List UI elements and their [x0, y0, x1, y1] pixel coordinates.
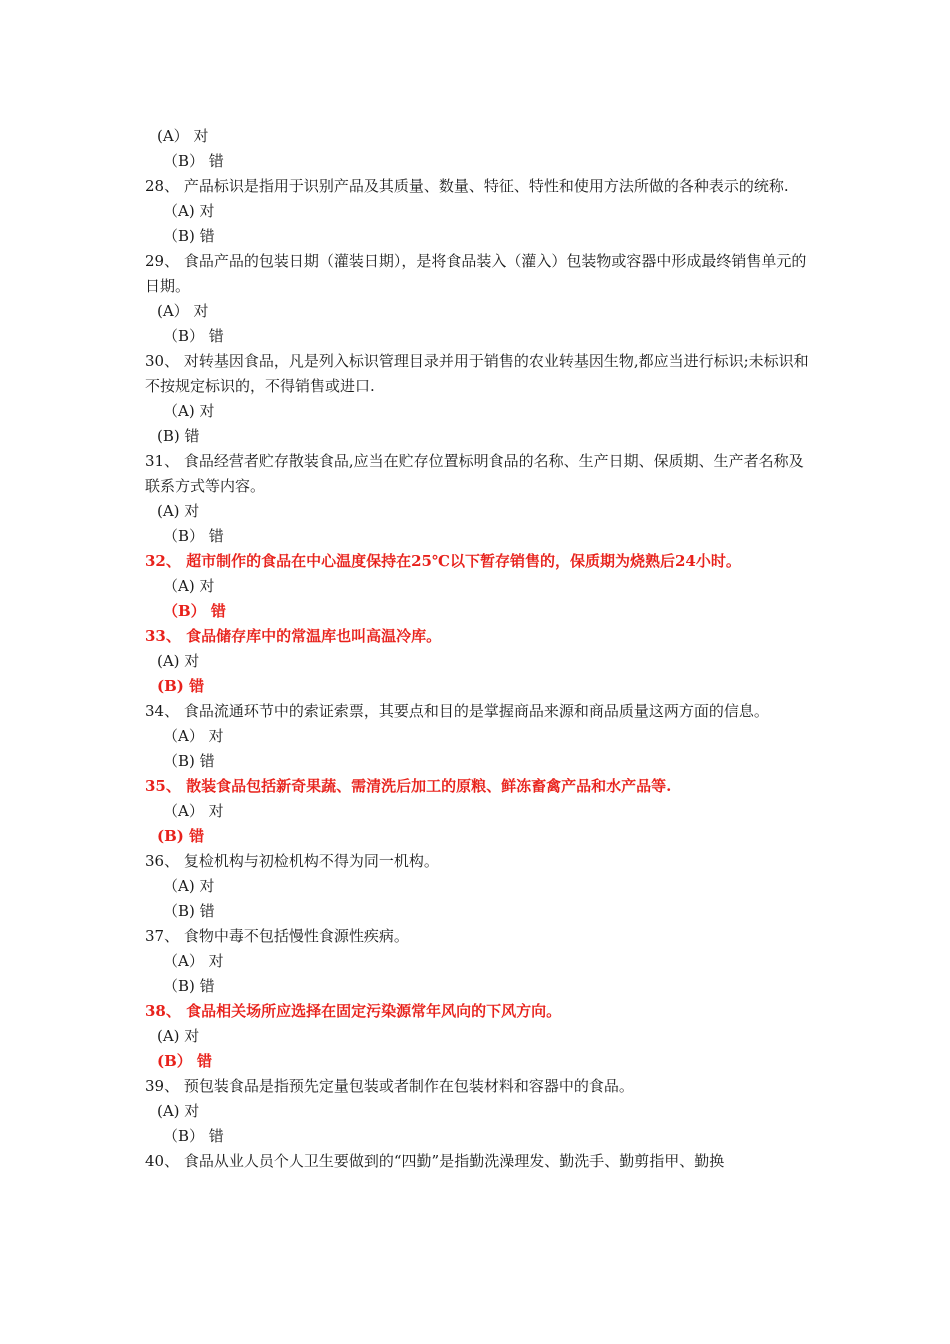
answer-option: (B) 错: [157, 427, 200, 445]
answer-option: （B) 错: [163, 902, 215, 920]
answer-option: （A) 对: [163, 402, 215, 420]
answer-option: （B) 错: [163, 752, 215, 770]
answer-option: （B） 错: [163, 327, 224, 345]
question-text: 30、 对转基因食品，凡是列入标识管理目录并用于销售的农业转基因生物,都应当进行标识;未标识和不按规定标识的，不得销售或进口.: [145, 352, 809, 395]
question-text: 37、 食物中毒不包括慢性食源性疾病。: [145, 927, 409, 945]
answer-option: （A) 对: [163, 577, 215, 595]
answer-option: (A） 对: [157, 302, 209, 320]
document-page: [145, 124, 817, 1174]
answer-option: （A) 对: [163, 202, 215, 220]
answer-option: (A) 对: [157, 1102, 200, 1120]
answer-option: (B) 错: [157, 677, 205, 695]
question-text: 28、 产品标识是指用于识别产品及其质量、数量、特征、特性和使用方法所做的各种表示的统称.: [145, 177, 789, 195]
question-text: 32、 超市制作的食品在中心温度保持在25℃以下暂存销售的，保质期为烧熟后24小时。: [145, 552, 741, 570]
answer-option: （B） 错: [163, 1127, 224, 1145]
answer-option: (A) 对: [157, 502, 200, 520]
answer-option: （A） 对: [163, 952, 224, 970]
question-text: 39、 预包装食品是指预先定量包装或者制作在包装材料和容器中的食品。: [145, 1077, 634, 1095]
question-text: 34、 食品流通环节中的索证索票，其要点和目的是掌握商品来源和商品质量这两方面的信息。: [145, 702, 769, 720]
answer-option: (B） 错: [157, 1052, 212, 1070]
answer-option: （B） 错: [163, 152, 224, 170]
answer-option: （A) 对: [163, 877, 215, 895]
question-text: 38、 食品相关场所应选择在固定污染源常年风向的下风方向。: [145, 1002, 562, 1020]
question-text: 31、 食品经营者贮存散装食品,应当在贮存位置标明食品的名称、生产日期、保质期、生产者名称及联系方式等内容。: [145, 452, 804, 495]
answer-option: （A） 对: [163, 727, 224, 745]
question-text: 33、 食品储存库中的常温库也叫高温冷库。: [145, 627, 442, 645]
question-text: 40、 食品从业人员个人卫生要做到的“四勤”是指勤洗澡理发、勤洗手、勤剪指甲、勤换: [145, 1152, 725, 1170]
answer-option: （B) 错: [163, 227, 215, 245]
question-text: 29、 食品产品的包装日期（灌装日期），是将食品装入（灌入）包装物或容器中形成最终销售单元的日期。: [145, 252, 807, 295]
question-text: 35、 散装食品包括新奇果蔬、需清洗后加工的原粮、鲜冻畜禽产品和水产品等.: [145, 777, 672, 795]
answer-option: （A） 对: [163, 802, 224, 820]
answer-option: (A) 对: [157, 652, 200, 670]
answer-option: (A） 对: [157, 127, 209, 145]
answer-option: （B） 错: [163, 527, 224, 545]
answer-option: （B） 错: [163, 602, 226, 620]
answer-option: (A) 对: [157, 1027, 200, 1045]
question-text: 36、 复检机构与初检机构不得为同一机构。: [145, 852, 439, 870]
answer-option: （B) 错: [163, 977, 215, 995]
answer-option: (B) 错: [157, 827, 205, 845]
